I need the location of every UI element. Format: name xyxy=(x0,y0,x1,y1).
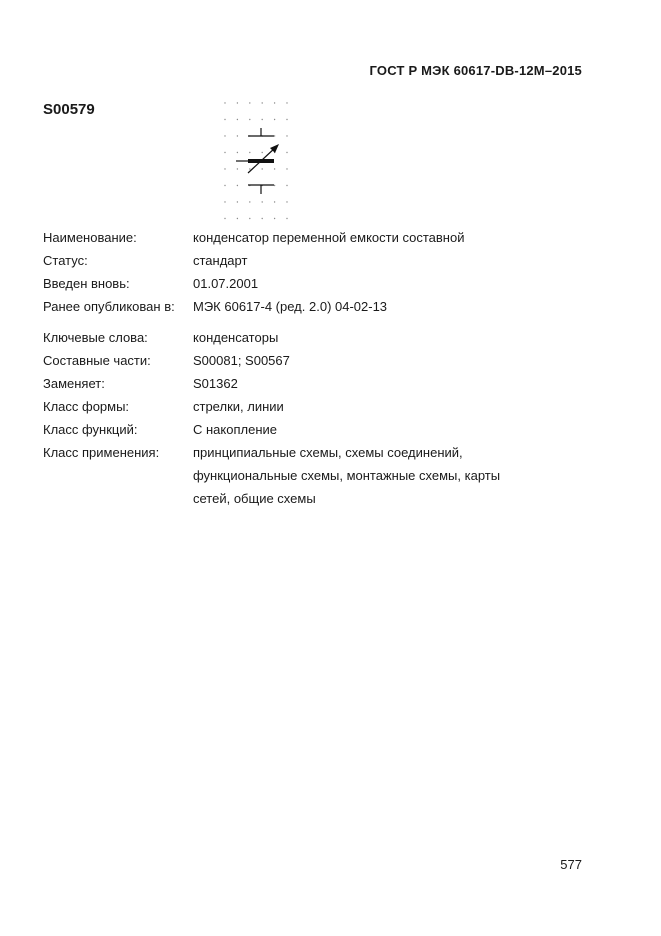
standard-header: ГОСТ Р МЭК 60617-DB-12M–2015 xyxy=(369,63,582,78)
grid-dot xyxy=(274,218,275,219)
grid-dot xyxy=(237,168,238,169)
field-value: конденсатор переменной емкости составной xyxy=(193,230,465,245)
grid-dot xyxy=(249,119,250,120)
field-label: Наименование: xyxy=(43,230,137,245)
grid-dot xyxy=(224,185,225,186)
grid-dot xyxy=(262,168,263,169)
field-introduced xyxy=(43,272,500,295)
grid-dot xyxy=(274,119,275,120)
grid-dot xyxy=(274,102,275,103)
grid-dot xyxy=(286,119,287,120)
grid-dot xyxy=(237,185,238,186)
grid-dot xyxy=(237,119,238,120)
page-number: 577 xyxy=(560,857,582,872)
variable-capacitor-symbol-icon xyxy=(218,98,294,224)
field-shape-class xyxy=(43,395,500,418)
field-value: стандарт xyxy=(193,253,248,268)
field-label: Класс применения: xyxy=(43,445,160,460)
field-components xyxy=(43,349,500,372)
grid-dot xyxy=(224,218,225,219)
field-value xyxy=(193,441,500,510)
grid-dot xyxy=(224,201,225,202)
field-value: С накопление xyxy=(193,422,277,437)
grid-dot xyxy=(237,201,238,202)
field-value: S00081; S00567 xyxy=(193,353,290,368)
field-label: Составные части: xyxy=(43,353,151,368)
field-application-class xyxy=(43,441,500,510)
symbol-code: S00579 xyxy=(43,101,95,118)
field-label: Класс функций: xyxy=(43,422,138,437)
field-label: Введен вновь: xyxy=(43,276,130,291)
grid-dot xyxy=(224,152,225,153)
field-value: конденсаторы xyxy=(193,330,279,345)
grid-dot xyxy=(249,102,250,103)
field-keywords xyxy=(43,326,500,349)
grid-dot xyxy=(224,119,225,120)
grid-dot xyxy=(262,218,263,219)
field-status xyxy=(43,249,500,272)
field-value-line: принципиальные схемы, схемы соединений, xyxy=(193,445,463,460)
field-value-line: функциональные схемы, монтажные схемы, карты xyxy=(193,468,501,483)
grid-dot xyxy=(249,168,250,169)
grid-dot xyxy=(262,201,263,202)
field-label: Класс формы: xyxy=(43,399,130,414)
grid-dot xyxy=(286,185,287,186)
field-value-line: сетей, общие схемы xyxy=(193,491,316,506)
field-label: Заменяет: xyxy=(43,376,105,391)
grid-dot xyxy=(237,218,238,219)
grid-dot xyxy=(249,152,250,153)
field-label: Ключевые слова: xyxy=(43,330,148,345)
field-value: МЭК 60617-4 (ред. 2.0) 04-02-13 xyxy=(193,299,388,314)
grid-dot xyxy=(274,185,275,186)
grid-dot xyxy=(224,135,225,136)
field-value: 01.07.2001 xyxy=(193,276,259,291)
grid-dot xyxy=(286,135,287,136)
symbol-attributes xyxy=(43,226,500,510)
grid-dot xyxy=(224,168,225,169)
grid-dot xyxy=(249,201,250,202)
grid-dot xyxy=(224,102,225,103)
middle-plate xyxy=(248,159,274,163)
grid-dot xyxy=(274,168,275,169)
grid-dot xyxy=(274,201,275,202)
grid-dot xyxy=(237,152,238,153)
grid-dot xyxy=(262,119,263,120)
field-replaces xyxy=(43,372,500,395)
field-previously-published xyxy=(43,295,500,318)
grid-dot xyxy=(237,135,238,136)
field-function-class xyxy=(43,418,500,441)
field-value: S01362 xyxy=(193,376,238,391)
grid-dot xyxy=(286,152,287,153)
grid-dot xyxy=(274,135,275,136)
grid-dot xyxy=(286,102,287,103)
grid-dot xyxy=(286,218,287,219)
grid-dot xyxy=(286,168,287,169)
field-label: Ранее опубликован в: xyxy=(43,299,175,314)
field-name xyxy=(43,226,500,249)
grid-dot xyxy=(262,102,263,103)
field-value: стрелки, линии xyxy=(193,399,284,414)
grid-dot xyxy=(262,152,263,153)
grid-dot xyxy=(237,102,238,103)
grid-dot xyxy=(249,218,250,219)
grid-dot xyxy=(286,201,287,202)
field-label: Статус: xyxy=(43,253,88,268)
